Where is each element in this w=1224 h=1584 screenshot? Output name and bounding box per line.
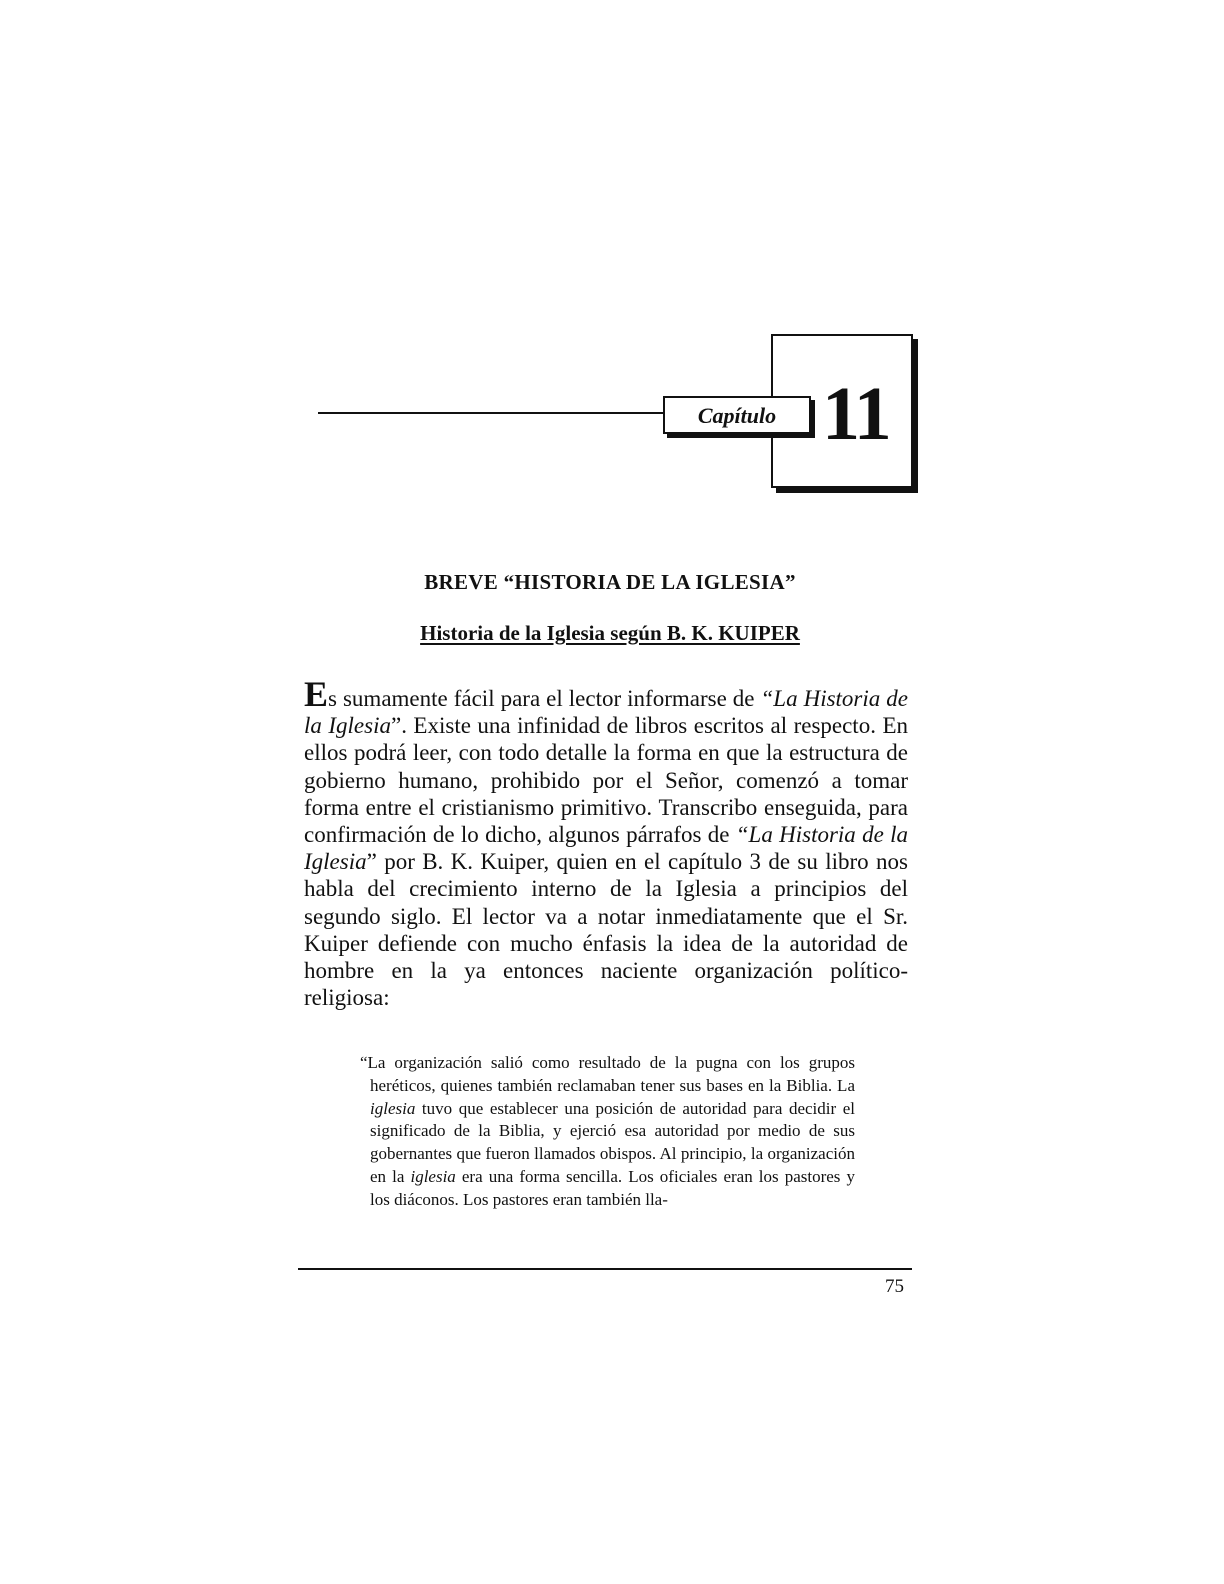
drop-cap: E xyxy=(304,674,329,714)
footer-rule xyxy=(298,1268,912,1270)
body-text-2: ”. Existe una infinidad de libros escritos al respecto. En ellos podrá leer, con todo detalle la forma en que la estructura de gobierno humano, prohibido por el Señor, comenzó a tomar forma entre el cristianismo primitivo. Transcribo enseguida, para confirmación de lo dicho, algunos párrafos de xyxy=(304,713,908,848)
quote-text-1: “La organización salió como resultado de la pugna con los grupos heréticos, quienes también reclamaban tener sus bases en la Biblia. La xyxy=(360,1053,855,1095)
book-title-1: “La Historia de la Iglesia xyxy=(304,686,908,739)
quote-emphasis-2: iglesia xyxy=(410,1166,456,1186)
page-number: 75 xyxy=(885,1276,904,1297)
block-quote xyxy=(360,1052,855,1212)
page-subtitle xyxy=(305,621,915,646)
body-text-3: ” por B. K. Kuiper, quien en el capítulo 3 de su libro nos habla del crecimiento interno de la Iglesia a principios del segundo siglo. El lector va a notar inmediatamente que el Sr. Kuiper defiende con mucho énfasis la idea de la autoridad de hombre en la ya entonces naciente organización político-religiosa: xyxy=(304,849,908,1011)
quote-emphasis-1: iglesia xyxy=(370,1098,416,1118)
page-title: BREVE “HISTORIA DE LA IGLESIA” xyxy=(424,570,796,594)
chapter-rule xyxy=(318,412,664,414)
quote-text-2: tuvo que establecer una posición de autoridad para decidir el significado de la Biblia, y ejerció esa autoridad por medio de sus gobernantes que fueron llamados obispos. Al principio, la organización en la xyxy=(370,1098,855,1186)
quote-text-3: era una forma sencilla. Los oficiales eran los pastores y los diáconos. Los pastores eran también lla- xyxy=(370,1166,855,1209)
chapter-label-box xyxy=(663,396,811,434)
subtitle-text: Historia de la Iglesia según B. K. KUIPER xyxy=(420,621,800,645)
book-title-2: “La Historia de la Iglesia xyxy=(304,822,908,875)
chapter-number: 11 xyxy=(822,372,890,456)
body-text-1: s sumamente fácil para el lector informarse de xyxy=(328,686,761,711)
chapter-label: Capítulo xyxy=(697,403,777,428)
body-paragraph xyxy=(304,674,908,1011)
